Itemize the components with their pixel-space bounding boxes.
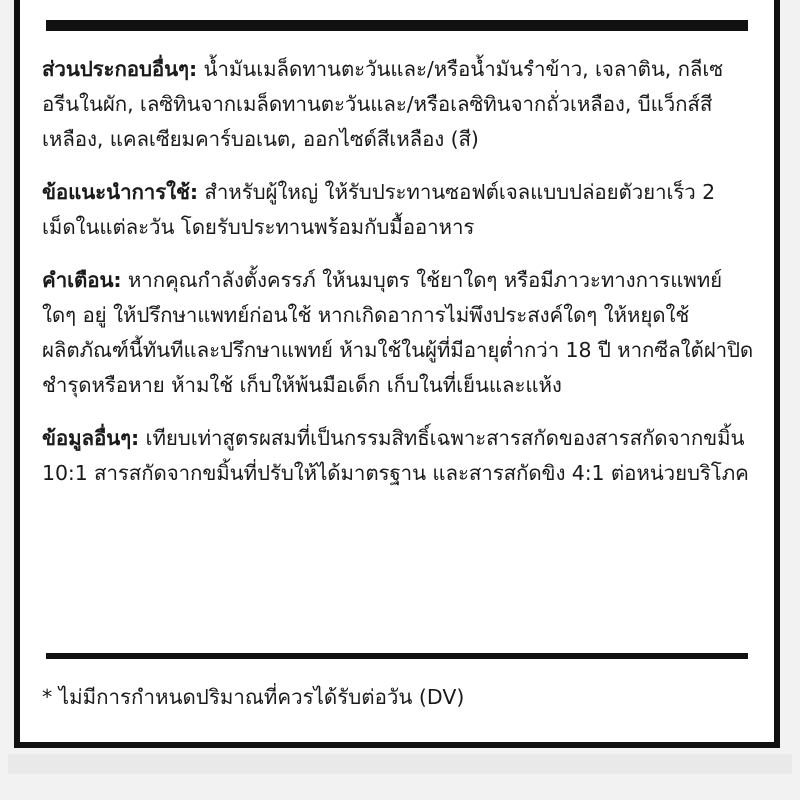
label-content xyxy=(42,52,754,509)
page-bottom-margin xyxy=(8,754,792,774)
other-ingredients-label: ส่วนประกอบอื่นๆ: xyxy=(42,57,198,81)
daily-value-footnote: * ไม่มีการกำหนดปริมาณที่ควรได้รับต่อวัน (DV) xyxy=(42,685,465,709)
other-info-text: เทียบเท่าสูตรผสมที่เป็นกรรมสิทธิ์เฉพาะสารสกัดของสารสกัดจากขมิ้น 10:1 สารสกัดจากขมิ้นที่ปรับให้ได้มาตรฐาน และสารสกัดขิง 4:1 ต่อหน่วยบริโภค xyxy=(42,426,749,485)
usage-label: ข้อแนะนำการใช้: xyxy=(42,180,198,204)
top-rule xyxy=(46,20,748,31)
bottom-rule xyxy=(46,653,748,659)
warning-label: คำเตือน: xyxy=(42,268,122,292)
usage-text: สำหรับผู้ใหญ่ ให้รับประทานซอฟต์เจลแบบปล่อยตัวยาเร็ว 2 เม็ดในแต่ละวัน โดยรับประทานพร้อมกับมื้ออาหาร xyxy=(42,180,716,239)
other-info-section xyxy=(42,421,754,491)
warning-text: หากคุณกำลังตั้งครรภ์ ให้นมบุตร ใช้ยาใดๆ หรือมีภาวะทางการแพทย์ใดๆ อยู่ ให้ปรึกษาแพทย์ก่อนใช้ หากเกิดอาการไม่พึงประสงค์ใดๆ ให้หยุดใช้ผลิตภัณฑ์นี้ทันทีและปรึกษาแพทย์ ห้ามใช้ในผู้ที่มีอายุต่ำกว่า 18 ปี หากซีลใต้ฝาปิดชำรุดหรือหาย ห้ามใช้ เก็บให้พ้นมือเด็ก เก็บในที่เย็นและแห้ง xyxy=(42,268,754,397)
warning-section xyxy=(42,263,754,403)
other-ingredients-text: น้ำมันเมล็ดทานตะวันและ/หรือน้ำมันรำข้าว, เจลาติน, กลีเซอรีนในผัก, เลซิทินจากเมล็ดทานตะวันและ/หรือเลซิทินจากถั่วเหลือง, บีแว็กส์สีเหลือง, แคลเซียมคาร์บอเนต, ออกไซด์สีเหลือง (สี) xyxy=(42,57,724,151)
other-ingredients-section xyxy=(42,52,754,157)
other-info-label: ข้อมูลอื่นๆ: xyxy=(42,426,140,450)
usage-section xyxy=(42,175,754,245)
supplement-facts-panel xyxy=(14,0,780,748)
